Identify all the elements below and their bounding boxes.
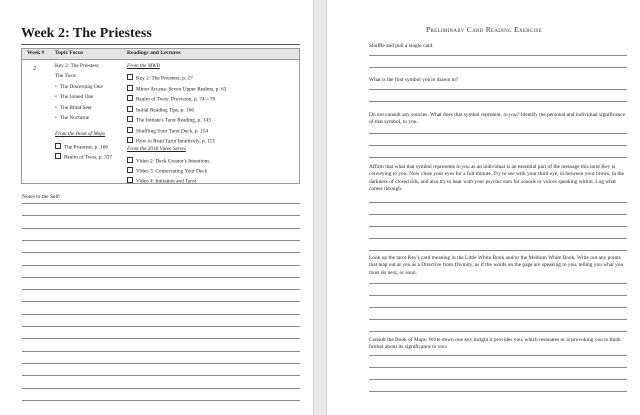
- right-page: [326, 0, 640, 415]
- checklist-item[interactable]: Realm of Twos: Provision, p. 74 – 78: [127, 95, 215, 103]
- checklist-item[interactable]: Initial Reading Tips, p. 166: [127, 106, 194, 114]
- prompt-text: Do not consult any sources. What does that symbol represent,: [369, 112, 504, 118]
- writing-line[interactable]: [22, 326, 300, 327]
- week-title: Week 2: The Priestess: [21, 26, 152, 41]
- writing-line[interactable]: [369, 367, 627, 368]
- checklist-item[interactable]: Video 2: Deck Creator's Intentions: [127, 157, 209, 165]
- writing-line[interactable]: [22, 240, 300, 241]
- writing-line[interactable]: [369, 226, 627, 227]
- exercise-title: Preliminary Card Reading Exercise: [426, 25, 542, 34]
- header-week: Week #: [27, 50, 45, 56]
- lesson-table: [21, 48, 300, 184]
- writing-line[interactable]: [22, 301, 300, 302]
- checklist-item[interactable]: Key 2: The Priestess, p. 27: [127, 74, 193, 82]
- writing-line[interactable]: [22, 252, 300, 253]
- checklist-item[interactable]: Realm of Twos, p. 337: [55, 153, 112, 161]
- writing-line[interactable]: [22, 388, 300, 389]
- writing-line[interactable]: [369, 202, 627, 203]
- writing-line[interactable]: [369, 250, 627, 251]
- checklist-item[interactable]: The Initiate's Tarot Reading, p. 143: [127, 116, 211, 124]
- writing-line[interactable]: [369, 214, 627, 215]
- left-page: [0, 0, 314, 415]
- writing-line[interactable]: [22, 265, 300, 266]
- mwb-heading: From the MWB: [127, 63, 160, 69]
- topic-key: Key 2: The Priestess: [55, 63, 99, 69]
- writing-line[interactable]: [369, 391, 627, 392]
- prompt-card-meaning: Look up the tarot Key's card meaning in the Little White Book and/or the Medium White Book. Write out any points that leap out at you as a Directive from Divinity, as if the words on the page are speaking to you, telling you what you must do next, or soon.: [369, 255, 624, 276]
- header-topic: Topic Focus: [55, 50, 84, 56]
- writing-line[interactable]: [22, 314, 300, 315]
- writing-line[interactable]: [369, 355, 627, 356]
- prompt-affirm: [369, 164, 627, 193]
- title-divider: [21, 44, 300, 45]
- prompt-symbol-meaning: [369, 112, 627, 127]
- writing-line[interactable]: [369, 379, 627, 380]
- prompt-text: Identify the personal and individual significance of that symbol, to you.: [369, 112, 626, 126]
- writing-line[interactable]: [369, 319, 627, 320]
- week-number: 2: [33, 66, 36, 72]
- video-series-heading: From the 2018 Video Series: [127, 146, 186, 152]
- topic-bullet: • The Joined One: [55, 95, 93, 100]
- topic-bullet: • The Nocturne: [55, 116, 89, 121]
- writing-line[interactable]: [22, 277, 300, 278]
- writing-line[interactable]: [369, 307, 627, 308]
- writing-line[interactable]: [22, 375, 300, 376]
- checklist-item[interactable]: The Priestess, p. 166: [55, 143, 108, 151]
- topic-twos: The Twos: [55, 73, 76, 79]
- topic-bullet: • The Discerning One: [55, 85, 103, 90]
- writing-line[interactable]: [369, 55, 627, 56]
- writing-line[interactable]: [369, 283, 627, 284]
- writing-line[interactable]: [369, 145, 627, 146]
- writing-line[interactable]: [22, 203, 300, 204]
- topic-bullet: • The Blind Seer: [55, 106, 92, 111]
- writing-line[interactable]: [369, 101, 627, 102]
- writing-line[interactable]: [22, 400, 300, 401]
- prompt-emphasis: to you?: [503, 112, 520, 118]
- writing-line[interactable]: [369, 67, 627, 68]
- header-readings: Readings and Lectures: [127, 50, 181, 56]
- prompt-shuffle: Shuffle and pull a single card.: [369, 43, 434, 49]
- checklist-item[interactable]: Video 4: Initiation and Tarot: [127, 177, 196, 185]
- prompt-emphasis: to you: [456, 164, 470, 170]
- prompt-book-of-maps: Consult the Book of Maps. Write down one key insight it provides you, which resonates or is provoking you to think further about its significance to you.: [369, 337, 621, 351]
- prompt-text: Affirm that what that symbol represents: [369, 164, 457, 170]
- writing-line[interactable]: [22, 215, 300, 216]
- writing-line[interactable]: [22, 338, 300, 339]
- writing-line[interactable]: [369, 157, 627, 158]
- writing-line[interactable]: [369, 331, 627, 332]
- writing-line[interactable]: [369, 295, 627, 296]
- checklist-item[interactable]: How to Read Tarot Intuitively, p. 155: [127, 137, 215, 145]
- writing-line[interactable]: [22, 289, 300, 290]
- notes-label: Notes to the Self:: [22, 194, 61, 200]
- checklist-item[interactable]: Minor Arcana: Seven Upper Realms, p. 63: [127, 85, 226, 93]
- table-header: [22, 49, 299, 60]
- writing-line[interactable]: [369, 133, 627, 134]
- writing-line[interactable]: [22, 363, 300, 364]
- prompt-text: as an individual is an essential part of the message this tarot Key is conveying to you. Now close your eyes for a full minute. Try to see with your third eye, in between your brows, in the darkness of closed lids, and also try to hear with your psychic ears for sounds or voices speaking within. Log what comes through.: [369, 164, 624, 192]
- writing-line[interactable]: [22, 228, 300, 229]
- book-of-maps-heading: From the Book of Maps: [55, 131, 106, 137]
- checklist-item[interactable]: Video 3: Consecrating Your Deck: [127, 167, 207, 175]
- writing-line[interactable]: [369, 238, 627, 239]
- prompt-first-symbol: What is the first symbol you're drawn to?: [369, 77, 459, 83]
- writing-line[interactable]: [369, 89, 627, 90]
- checklist-item[interactable]: Shuffling Your Tarot Deck, p. 154: [127, 127, 208, 135]
- writing-line[interactable]: [22, 351, 300, 352]
